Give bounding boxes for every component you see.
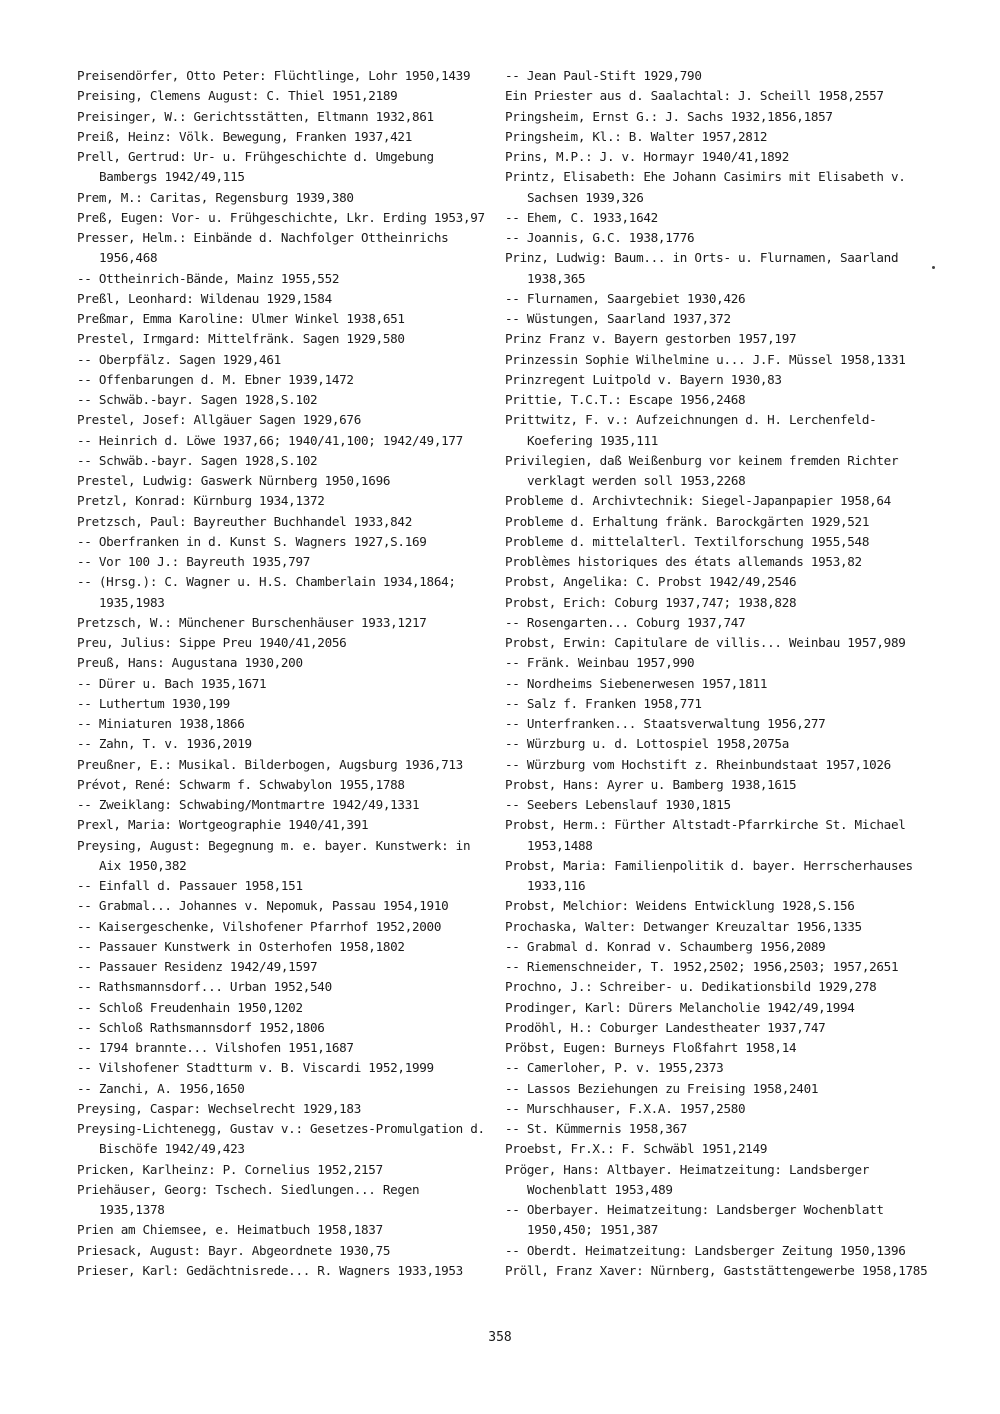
index-entry: Probst, Angelika: C. Probst 1942/49,2546: [505, 574, 797, 590]
index-entry: Prochno, J.: Schreiber- u. Dedikationsbild 1929,278: [505, 979, 877, 995]
index-entry: Preiß, Heinz: Völk. Bewegung, Franken 1937,421: [77, 128, 412, 144]
index-entry: -- Schwäb.-bayr. Sagen 1928,S.102: [77, 392, 318, 407]
index-entry: -- Joannis, G.C. 1938,1776: [505, 230, 695, 245]
index-entry: -- Nordheims Siebenerwesen 1957,1811: [505, 675, 768, 691]
index-entry: -- Flurnamen, Saargebiet 1930,426: [505, 290, 746, 306]
index-entry: -- Luthertum 1930,199: [77, 695, 230, 711]
index-entry: Probst, Melchior: Weidens Entwicklung 1928,S.156: [505, 898, 855, 914]
index-entry: -- Grabmal d. Konrad v. Schaumberg 1956,2089: [505, 938, 826, 954]
index-entry: -- Wüstungen, Saarland 1937,372: [505, 311, 731, 326]
index-entry: Pröbst, Eugen: Burneys Floßfahrt 1958,14: [505, 1040, 797, 1055]
index-entry: Ein Priester aus d. Saalachtal: J. Scheill 1958,2557: [505, 88, 884, 104]
index-entry: -- Vor 100 J.: Bayreuth 1935,797: [77, 554, 311, 569]
index-entry: -- 1794 brannte... Vilshofen 1951,1687: [77, 1040, 354, 1055]
index-entry: Pringsheim, Ernst G.: J. Sachs 1932,1856,1857: [505, 108, 833, 124]
index-entry: Priehäuser, Georg: Tschech. Siedlungen... Regen 1935,1378: [77, 1181, 420, 1217]
index-entry: Prins, M.P.: J. v. Hormayr 1940/41,1892: [505, 149, 790, 164]
index-entry: Preßmar, Emma Karoline: Ulmer Winkel 1938,651: [77, 311, 405, 326]
index-entry: Prexl, Maria: Wortgeographie 1940/41,391: [77, 817, 369, 833]
index-entry: -- Salz f. Franken 1958,771: [505, 695, 702, 711]
right-column: [505, 66, 935, 1281]
index-entry: -- Grabmal... Johannes v. Nepomuk, Passau 1954,1910: [77, 898, 449, 914]
index-entry: -- Jean Paul-Stift 1929,790: [505, 68, 702, 83]
index-entry: Prinzessin Sophie Wilhelmine u... J.F. Müssel 1958,1331: [505, 351, 906, 367]
index-entry: -- Oberpfälz. Sagen 1929,461: [77, 351, 281, 367]
index-entry: -- Offenbarungen d. M. Ebner 1939,1472: [77, 371, 354, 387]
index-entry: -- Seebers Lebenslauf 1930,1815: [505, 797, 731, 812]
index-entry: Privilegien, daß Weißenburg vor keinem fremden Richter verklagt werden soll 1953,2268: [505, 452, 899, 488]
index-entry: Probst, Herm.: Fürther Altstadt-Pfarrkirche St. Michael 1953,1488: [505, 817, 906, 853]
index-entry: Prinz Franz v. Bayern gestorben 1957,197: [505, 331, 797, 347]
index-entry: -- Miniaturen 1938,1866: [77, 716, 245, 731]
index-entry: -- Kaisergeschenke, Vilshofener Pfarrhof 1952,2000: [77, 918, 442, 934]
index-entry: Pringsheim, Kl.: B. Walter 1957,2812: [505, 128, 768, 144]
index-entry: Probst, Erwin: Capitulare de villis... Weinbau 1957,989: [505, 635, 906, 650]
index-entry: Preu, Julius: Sippe Preu 1940/41,2056: [77, 635, 347, 650]
index-entry: Pretzsch, W.: Münchener Burschenhäuser 1933,1217: [77, 614, 427, 630]
index-entry: -- Oberbayer. Heimatzeitung: Landsberger Wochenblatt 1950,450; 1951,387: [505, 1202, 884, 1238]
index-entry: Preysing, Caspar: Wechselrecht 1929,183: [77, 1100, 362, 1116]
index-entry: -- Oberdt. Heimatzeitung: Landsberger Zeitung 1950,1396: [505, 1242, 906, 1258]
index-entry: Preß, Eugen: Vor- u. Frühgeschichte, Lkr. Erding 1953,97: [77, 209, 485, 225]
index-entry: -- Dürer u. Bach 1935,1671: [77, 675, 267, 691]
index-entry: Problèmes historiques des états allemands 1953,82: [505, 554, 862, 569]
index-entry: Prittwitz, F. v.: Aufzeichnungen d. H. Lerchenfeld-Koefering 1935,111: [505, 412, 877, 448]
index-entry: Pröger, Hans: Altbayer. Heimatzeitung: Landsberger Wochenblatt 1953,489: [505, 1161, 870, 1197]
index-entry: Proebst, Fr.X.: F. Schwäbl 1951,2149: [505, 1141, 768, 1157]
index-entry: -- Rosengarten... Coburg 1937,747: [505, 614, 746, 630]
index-entry: Pröll, Franz Xaver: Nürnberg, Gaststättengewerbe 1958,1785: [505, 1262, 928, 1278]
index-entry: -- Rathsmannsdorf... Urban 1952,540: [77, 979, 332, 995]
index-entry: Pricken, Karlheinz: P. Cornelius 1952,2157: [77, 1161, 383, 1177]
index-entry: Pretzsch, Paul: Bayreuther Buchhandel 1933,842: [77, 513, 412, 529]
index-entry: -- Zahn, T. v. 1936,2019: [77, 736, 252, 752]
index-entry: -- Ehem, C. 1933,1642: [505, 209, 658, 225]
left-column: [77, 66, 492, 1281]
scan-speck: [932, 266, 935, 269]
index-entry: Preising, Clemens August: C. Thiel 1951,2189: [77, 88, 398, 104]
index-entry: Printz, Elisabeth: Ehe Johann Casimirs mit Elisabeth v. Sachsen 1939,326: [505, 169, 906, 205]
index-entry: Preisendörfer, Otto Peter: Flüchtlinge, Lohr 1950,1439: [77, 68, 471, 83]
index-entry: Probst, Maria: Familienpolitik d. bayer. Herrscherhauses 1933,116: [505, 857, 913, 893]
index-entry: Probleme d. Erhaltung fränk. Barockgärten 1929,521: [505, 513, 870, 529]
index-entry: Preußner, E.: Musikal. Bilderbogen, Augsburg 1936,713: [77, 756, 463, 772]
index-entry: -- Einfall d. Passauer 1958,151: [77, 878, 303, 893]
index-entry: -- Schloß Freudenhain 1950,1202: [77, 999, 303, 1015]
index-entry: -- Murschhauser, F.X.A. 1957,2580: [505, 1100, 746, 1116]
index-entry: Preßl, Leonhard: Wildenau 1929,1584: [77, 290, 332, 306]
index-entry: Preuß, Hans: Augustana 1930,200: [77, 655, 303, 671]
index-entry: Preysing-Lichtenegg, Gustav v.: Gesetzes-Promulgation d. Bischöfe 1942/49,423: [77, 1121, 485, 1157]
index-entry: Prodöhl, H.: Coburger Landestheater 1937,747: [505, 1019, 826, 1035]
index-entry: Preisinger, W.: Gerichtsstätten, Eltmann 1932,861: [77, 108, 434, 124]
index-entry: -- Zweiklang: Schwabing/Montmartre 1942/49,1331: [77, 797, 420, 812]
index-entry: Prévot, René: Schwarm f. Schwabylon 1955,1788: [77, 776, 405, 792]
index-entry: Priesack, August: Bayr. Abgeordnete 1930,75: [77, 1242, 391, 1258]
index-entry: -- Vilshofener Stadtturm v. B. Viscardi 1952,1999: [77, 1060, 434, 1076]
index-entry: -- Fränk. Weinbau 1957,990: [505, 655, 695, 671]
index-entry: -- Schwäb.-bayr. Sagen 1928,S.102: [77, 452, 318, 468]
index-entry: Prinzregent Luitpold v. Bayern 1930,83: [505, 371, 782, 387]
index-entry: -- Ottheinrich-Bände, Mainz 1955,552: [77, 270, 340, 286]
index-entry: -- Passauer Kunstwerk in Osterhofen 1958,1802: [77, 938, 405, 954]
index-entry: Prodinger, Karl: Dürers Melancholie 1942/49,1994: [505, 999, 855, 1015]
index-entry: Prien am Chiemsee, e. Heimatbuch 1958,1837: [77, 1222, 383, 1238]
index-entry: Prestel, Ludwig: Gaswerk Nürnberg 1950,1696: [77, 473, 391, 488]
index-entry: Pretzl, Konrad: Kürnburg 1934,1372: [77, 493, 325, 509]
index-entry: Prem, M.: Caritas, Regensburg 1939,380: [77, 189, 354, 205]
index-entry: Probleme d. Archivtechnik: Siegel-Japanpapier 1958,64: [505, 493, 891, 509]
index-entry: -- Lassos Beziehungen zu Freising 1958,2401: [505, 1080, 819, 1096]
index-entry: Prochaska, Walter: Detwanger Kreuzaltar 1956,1335: [505, 918, 862, 934]
index-entry: Presser, Helm.: Einbände d. Nachfolger Ottheinrichs 1956,468: [77, 230, 449, 266]
index-entry: Prell, Gertrud: Ur- u. Frühgeschichte d. Umgebung Bambergs 1942/49,115: [77, 149, 434, 185]
index-entry: -- Zanchi, A. 1956,1650: [77, 1080, 245, 1096]
index-entry: Probst, Hans: Ayrer u. Bamberg 1938,1615: [505, 776, 797, 792]
index-entry: Prinz, Ludwig: Baum... in Orts- u. Flurnamen, Saarland 1938,365: [505, 250, 899, 286]
index-entry: -- Oberfranken in d. Kunst S. Wagners 1927,S.169: [77, 533, 427, 549]
index-entry: -- Schloß Rathsmannsdorf 1952,1806: [77, 1019, 325, 1035]
index-entry: Prestel, Irmgard: Mittelfränk. Sagen 1929,580: [77, 331, 405, 347]
index-entry: Probst, Erich: Coburg 1937,747; 1938,828: [505, 594, 797, 610]
index-entry: Prestel, Josef: Allgäuer Sagen 1929,676: [77, 412, 362, 428]
index-entry: -- Heinrich d. Löwe 1937,66; 1940/41,100; 1942/49,177: [77, 432, 463, 448]
index-entry: -- Unterfranken... Staatsverwaltung 1956,277: [505, 716, 826, 731]
index-entry: -- Würzburg u. d. Lottospiel 1958,2075a: [505, 736, 790, 752]
index-entry: -- St. Kümmernis 1958,367: [505, 1121, 688, 1136]
index-entry: -- Riemenschneider, T. 1952,2502; 1956,2503; 1957,2651: [505, 959, 899, 974]
index-entry: -- Passauer Residenz 1942/49,1597: [77, 959, 318, 974]
index-entry: Preysing, August: Begegnung m. e. bayer. Kunstwerk: in Aix 1950,382: [77, 837, 471, 873]
page-number: 358: [488, 1330, 512, 1345]
index-entry: Probleme d. mittelalterl. Textilforschung 1955,548: [505, 533, 870, 549]
index-entry: Prieser, Karl: Gedächtnisrede... R. Wagners 1933,1953: [77, 1262, 463, 1278]
index-entry: Prittie, T.C.T.: Escape 1956,2468: [505, 392, 746, 407]
index-entry: -- (Hrsg.): C. Wagner u. H.S. Chamberlain 1934,1864; 1935,1983: [77, 574, 456, 610]
index-entry: -- Würzburg vom Hochstift z. Rheinbundstaat 1957,1026: [505, 756, 891, 772]
index-entry: -- Camerloher, P. v. 1955,2373: [505, 1060, 724, 1076]
